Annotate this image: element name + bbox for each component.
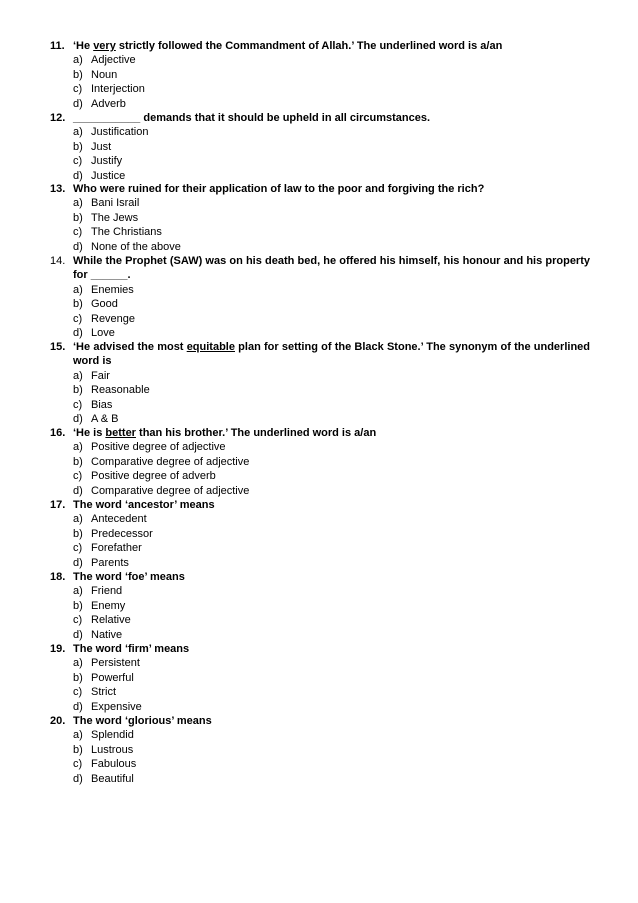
option-letter: d): [73, 484, 83, 497]
question-number: 16.: [50, 427, 66, 439]
option-text: Forefather: [91, 542, 142, 555]
question-text-pre: The word ‘glorious’ means: [73, 715, 212, 727]
option-text: Adverb: [91, 97, 126, 110]
option-text: Predecessor: [91, 527, 153, 540]
question-stem: [50, 570, 590, 584]
option-text: Strict: [91, 686, 117, 699]
option-c: [50, 685, 590, 699]
question-stem: [50, 340, 590, 369]
option-letter: b): [73, 455, 83, 468]
option-letter: d): [73, 628, 83, 641]
option-letter: d): [73, 556, 83, 569]
option-text: Fair: [91, 369, 110, 382]
option-letter: a): [73, 441, 83, 454]
question-16: [50, 426, 590, 498]
option-d: [50, 772, 590, 786]
option-letter: b): [73, 68, 83, 81]
blank: ___________: [73, 112, 141, 124]
question-text: [73, 182, 590, 196]
option-letter: c): [73, 542, 83, 555]
question-text: [73, 426, 590, 440]
question-11: [50, 39, 590, 111]
question-13: [50, 182, 590, 254]
option-c: [50, 312, 590, 326]
option-letter: c): [73, 470, 83, 483]
option-b: [50, 599, 590, 613]
question-stem: [50, 642, 590, 656]
option-letter: a): [73, 126, 83, 139]
option-text: Comparative degree of adjective: [91, 484, 250, 497]
option-letter: a): [73, 585, 83, 598]
question-text-post: strictly followed the Commandment of Allah.’ The underlined word is a/an: [115, 40, 503, 52]
option-text: Justice: [91, 169, 126, 182]
option-a: [50, 512, 590, 526]
option-letter: d): [73, 240, 83, 253]
options-list: [50, 196, 590, 254]
option-a: [50, 440, 590, 454]
blank: ______: [90, 269, 128, 282]
option-c: [50, 398, 590, 412]
question-text-post: plan for setting of the Black Stone.’ The synonym of the underlined word is: [73, 341, 590, 368]
option-letter: b): [73, 384, 83, 397]
option-letter: c): [73, 312, 83, 325]
option-letter: b): [73, 671, 83, 684]
question-number: 12.: [50, 112, 66, 124]
option-a: [50, 53, 590, 67]
option-text: Comparative degree of adjective: [91, 455, 250, 468]
option-text: Adjective: [91, 54, 136, 67]
question-14: [50, 254, 590, 340]
question-stem: [50, 498, 590, 512]
options-list: [50, 125, 590, 183]
option-a: [50, 283, 590, 297]
option-c: [50, 613, 590, 627]
option-text: Beautiful: [91, 772, 134, 785]
question-number: 20.: [50, 715, 66, 727]
option-letter: d): [73, 772, 83, 785]
option-text: Native: [91, 628, 123, 641]
question-number: 18.: [50, 571, 66, 583]
underlined-word: very: [93, 40, 116, 52]
question-text-post: than his brother.’ The underlined word is a/an: [135, 427, 377, 439]
option-a: [50, 196, 590, 210]
option-text: The Christians: [91, 226, 162, 239]
option-letter: d): [73, 169, 83, 182]
option-a: [50, 125, 590, 139]
option-a: [50, 728, 590, 742]
option-b: [50, 527, 590, 541]
option-letter: c): [73, 758, 83, 771]
option-c: [50, 82, 590, 96]
option-a: [50, 369, 590, 383]
option-letter: d): [73, 327, 83, 340]
question-text-pre: ‘He is: [73, 427, 106, 439]
option-d: [50, 556, 590, 570]
question-text-pre: The word ‘ancestor’ means: [73, 499, 215, 511]
question-20: [50, 714, 590, 786]
option-b: [50, 383, 590, 397]
option-b: [50, 297, 590, 311]
option-letter: b): [73, 140, 83, 153]
option-letter: b): [73, 527, 83, 540]
option-text: Fabulous: [91, 758, 137, 771]
option-b: [50, 68, 590, 82]
option-letter: c): [73, 83, 83, 96]
question-text-pre: Who were ruined for their application of law to the poor and forgiving the rich?: [73, 183, 485, 195]
option-c: [50, 469, 590, 483]
option-letter: b): [73, 743, 83, 756]
option-text: Noun: [91, 68, 118, 81]
option-d: [50, 169, 590, 183]
option-letter: a): [73, 197, 83, 210]
options-list: [50, 440, 590, 498]
option-b: [50, 671, 590, 685]
option-letter: a): [73, 54, 83, 67]
question-number: 14.: [50, 255, 66, 267]
option-text: Antecedent: [91, 513, 147, 526]
option-letter: a): [73, 657, 83, 670]
option-text: Just: [91, 140, 112, 153]
option-c: [50, 541, 590, 555]
option-text: Splendid: [91, 729, 134, 742]
option-letter: b): [73, 599, 83, 612]
question-text-post: .: [127, 269, 131, 282]
question-text: [73, 498, 590, 512]
question-text: [73, 39, 590, 53]
option-letter: a): [73, 369, 83, 382]
option-letter: b): [73, 211, 83, 224]
option-letter: c): [73, 155, 83, 168]
option-b: [50, 211, 590, 225]
option-letter: c): [73, 226, 83, 239]
option-text: Expensive: [91, 700, 142, 713]
option-text: Reasonable: [91, 384, 150, 397]
option-text: Powerful: [91, 671, 134, 684]
question-number: 13.: [50, 183, 66, 195]
option-d: [50, 700, 590, 714]
question-text: [73, 642, 590, 656]
question-text-post: demands that it should be upheld in all circumstances.: [140, 112, 431, 124]
option-a: [50, 584, 590, 598]
options-list: [50, 512, 590, 570]
question-stem: [50, 39, 590, 53]
question-text-pre: The word ‘foe’ means: [73, 571, 185, 583]
question-text: [73, 254, 590, 283]
option-letter: c): [73, 614, 83, 627]
question-text-pre: ‘He: [73, 40, 94, 52]
question-text-pre: The word ‘firm’ means: [73, 643, 190, 655]
option-text: Persistent: [91, 657, 140, 670]
question-text-pre: ‘He advised the most: [73, 341, 187, 353]
options-list: [50, 584, 590, 642]
question-number: 19.: [50, 643, 66, 655]
option-letter: d): [73, 700, 83, 713]
option-b: [50, 455, 590, 469]
question-stem: [50, 426, 590, 440]
options-list: [50, 283, 590, 341]
option-d: [50, 484, 590, 498]
question-18: [50, 570, 590, 642]
option-letter: a): [73, 283, 83, 296]
question-17: [50, 498, 590, 570]
question-text: [73, 714, 590, 728]
underlined-word: equitable: [186, 341, 235, 353]
option-text: Enemy: [91, 599, 126, 612]
question-stem: [50, 254, 590, 283]
option-d: [50, 326, 590, 340]
question-text: [73, 340, 590, 369]
question-number: 15.: [50, 341, 66, 353]
question-19: [50, 642, 590, 714]
option-text: Friend: [91, 585, 123, 598]
option-text: Love: [91, 327, 115, 340]
option-text: Good: [91, 298, 118, 311]
question-number: 11.: [50, 40, 65, 52]
option-letter: d): [73, 413, 83, 426]
option-d: [50, 412, 590, 426]
option-text: Positive degree of adverb: [91, 470, 216, 483]
question-stem: [50, 111, 590, 125]
option-letter: c): [73, 686, 83, 699]
option-c: [50, 154, 590, 168]
option-text: The Jews: [91, 211, 139, 224]
option-d: [50, 628, 590, 642]
option-text: Revenge: [91, 312, 136, 325]
options-list: [50, 53, 590, 111]
option-d: [50, 240, 590, 254]
question-15: [50, 340, 590, 426]
options-list: [50, 728, 590, 786]
option-b: [50, 140, 590, 154]
option-text: Lustrous: [91, 743, 134, 756]
option-a: [50, 656, 590, 670]
option-letter: c): [73, 398, 83, 411]
question-12: [50, 111, 590, 183]
option-c: [50, 757, 590, 771]
question-stem: [50, 714, 590, 728]
option-d: [50, 97, 590, 111]
option-c: [50, 225, 590, 239]
underlined-word: better: [105, 427, 136, 439]
options-list: [50, 656, 590, 714]
options-list: [50, 369, 590, 427]
option-text: Interjection: [91, 83, 145, 96]
option-text: None of the above: [91, 240, 181, 253]
option-text: Justification: [91, 126, 149, 139]
option-text: Parents: [91, 556, 129, 569]
option-text: Bias: [91, 398, 113, 411]
option-text: A & B: [91, 413, 119, 426]
option-text: Enemies: [91, 283, 134, 296]
option-text: Relative: [91, 614, 131, 627]
question-text-pre: While the Prophet (SAW) was on his death bed, he offered his himself, his honour and his property for: [73, 255, 590, 282]
option-letter: d): [73, 97, 83, 110]
question-number: 17.: [50, 499, 66, 511]
option-letter: a): [73, 513, 83, 526]
option-text: Bani Israil: [91, 197, 140, 210]
option-text: Positive degree of adjective: [91, 441, 226, 454]
question-stem: [50, 182, 590, 196]
option-letter: b): [73, 298, 83, 311]
option-letter: a): [73, 729, 83, 742]
option-b: [50, 743, 590, 757]
question-text: [73, 111, 590, 125]
option-text: Justify: [91, 155, 123, 168]
question-text: [73, 570, 590, 584]
